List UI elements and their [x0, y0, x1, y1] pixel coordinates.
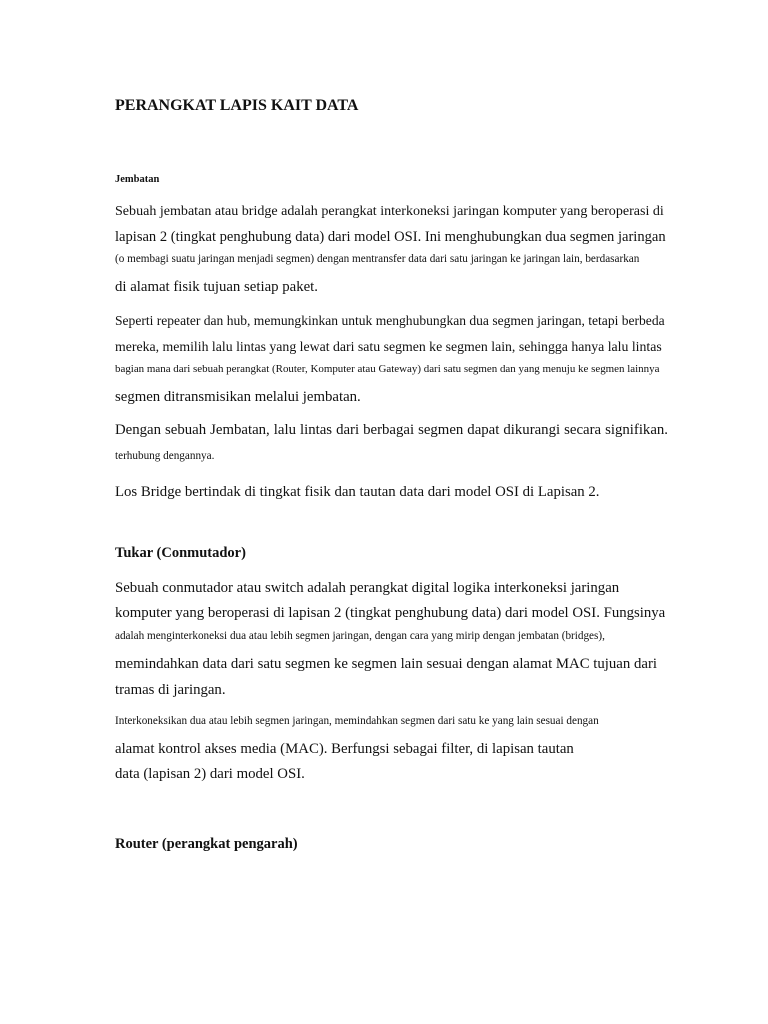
text-line: komputer yang beroperasi di lapisan 2 (tingkat penghubung data) dari model OSI. Fungsinya	[115, 605, 666, 621]
text-line: Interkoneksikan dua atau lebih segmen jaringan, memindahkan segmen dari satu ke yang lain sesuai dengan	[115, 715, 599, 727]
text-line: lapisan 2 (tingkat penghubung data) dari model OSI. Ini menghubungkan dua segmen jaringan	[115, 229, 666, 245]
text-line: bagian mana dari sebuah perangkat (Router, Komputer atau Gateway) dari satu segmen dan yang menuju ke segmen lainnya	[115, 363, 660, 375]
text-line: adalah menginterkoneksi dua atau lebih segmen jaringan, dengan cara yang mirip dengan jembatan (bridges),	[115, 630, 605, 642]
text-line: di alamat fisik tujuan setiap paket.	[115, 279, 318, 295]
text-line: alamat kontrol akses media (MAC). Berfungsi sebagai filter, di lapisan tautan	[115, 741, 574, 757]
text-line: tramas di jaringan.	[115, 682, 226, 698]
text-line: Seperti repeater dan hub, memungkinkan untuk menghubungkan dua segmen jaringan, tetapi berbeda	[115, 313, 665, 328]
section-heading: Router (perangkat pengarah)	[115, 836, 298, 852]
text-line: segmen ditransmisikan melalui jembatan.	[115, 389, 361, 405]
text-line: memindahkan data dari satu segmen ke segmen lain sesuai dengan alamat MAC tujuan dari	[115, 656, 657, 672]
text-line: mereka, memilih lalu lintas yang lewat dari satu segmen ke segmen lain, sehingga hanya lalu lintas	[115, 339, 662, 354]
text-line: Sebuah jembatan atau bridge adalah perangkat interkoneksi jaringan komputer yang beroperasi di	[115, 203, 664, 219]
text-line: data (lapisan 2) dari model OSI.	[115, 766, 305, 782]
text-line: terhubung dengannya.	[115, 450, 215, 462]
text-line: Dengan sebuah Jembatan, lalu lintas dari berbagai segmen dapat dikurangi secara signifikan.	[115, 422, 668, 438]
text-line: (o membagi suatu jaringan menjadi segmen) dengan mentransfer data dari satu jaringan ke jaringan lain, berdasarkan	[115, 253, 640, 265]
text-line: Sebuah conmutador atau switch adalah perangkat digital logika interkoneksi jaringan	[115, 580, 620, 596]
document-title: PERANGKAT LAPIS KAIT DATA	[115, 97, 359, 114]
text-line: Los Bridge bertindak di tingkat fisik dan tautan data dari model OSI di Lapisan 2.	[115, 484, 600, 500]
section-heading: Tukar (Conmutador)	[115, 545, 246, 561]
section-heading: Jembatan	[115, 174, 160, 185]
